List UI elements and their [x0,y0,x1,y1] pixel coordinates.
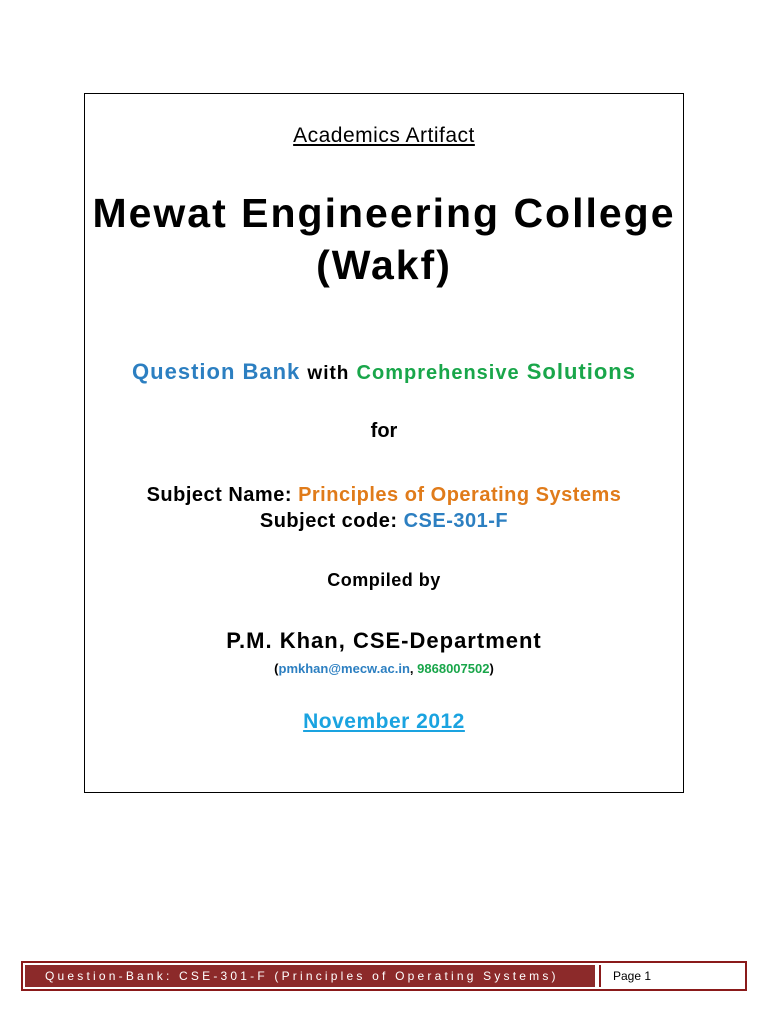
subject-code-label: Subject code: [259,510,398,532]
college-suffix: (Wakf) [316,242,452,288]
compiled-by-label: Compiled by [327,570,441,590]
qb-part-solutions: Solutions [526,359,636,384]
qb-part-question-bank: Question Bank [132,359,301,384]
college-name: Mewat Engineering College [92,190,676,236]
footer-title: Question-Bank: CSE-301-F (Principles of Operating Systems) [25,965,595,987]
artifact-label: Academics Artifact [293,124,475,147]
subject-block [85,482,683,534]
for-label: for [370,420,398,442]
qb-part-with: with [307,363,350,384]
contact-email: pmkhan@mecw.ac.in [278,661,410,676]
page-number: Page 1 [599,965,743,987]
contact-open: ( [274,661,279,676]
author-name: P.M. Khan, CSE-Department [226,628,542,653]
contact-separator: , [409,661,418,676]
subject-name-value: Principles of Operating Systems [298,484,622,506]
question-bank-title [85,359,683,385]
page-footer [21,961,747,991]
author-contact [85,661,683,676]
qb-part-comprehensive: Comprehensive [356,362,520,384]
subject-name-label: Subject Name: [146,484,292,506]
contact-close: ) [489,661,494,676]
publication-date: November 2012 [303,710,465,733]
cover-frame [84,93,684,793]
contact-phone: 9868007502 [417,661,490,676]
subject-code-value: CSE-301-F [403,510,509,532]
college-title [85,187,683,291]
